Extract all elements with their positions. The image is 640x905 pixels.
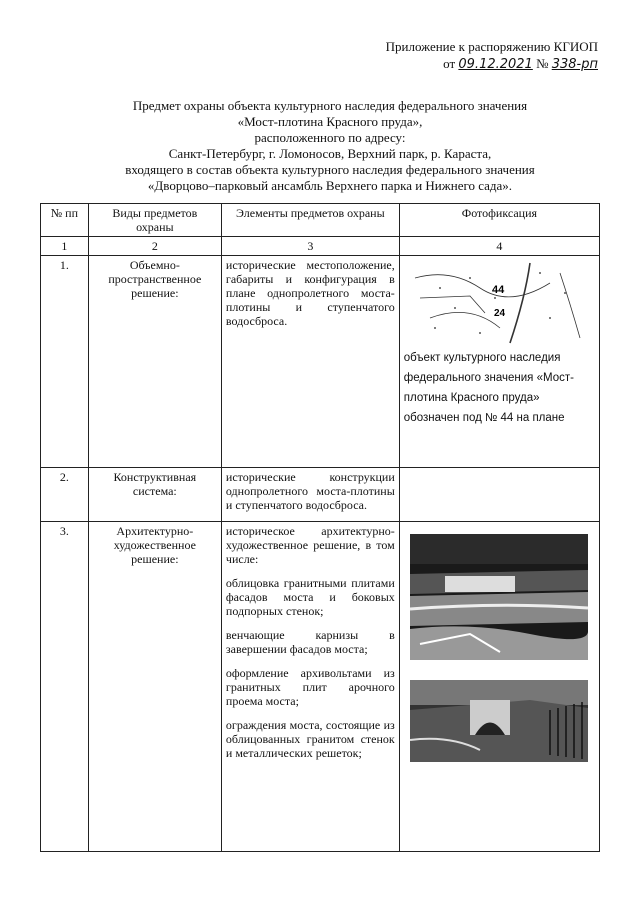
element-item: венчающие карнизы в завершении фасадов моста;: [225, 628, 395, 656]
map-label-44: 44: [492, 284, 505, 296]
document-header: [386, 38, 598, 73]
number-sign: №: [536, 56, 549, 71]
row-kind: Конструктивная система:: [88, 468, 221, 522]
element-item: историческое архитектурно-художественное решение, в том числе:: [225, 524, 395, 566]
title-line: «Дворцово–парковый ансамбль Верхнего парка и Нижнего сада».: [147, 178, 513, 193]
element-item: оформление архивольтами из гранитных плит арочного проема моста;: [225, 666, 395, 708]
col-header-elements: Элементы предметов охраны: [221, 204, 399, 237]
row-elements: исторические конструкции однопролетного моста-плотины и ступенчатого водосброса.: [221, 468, 399, 522]
header-line2: [386, 55, 598, 73]
col-header-photo: Фотофиксация: [399, 204, 599, 237]
document-title: [60, 98, 600, 194]
title-line: Санкт-Петербург, г. Ломоносов, Верхний парк, р. Караста,: [168, 146, 492, 161]
title-line: Предмет охраны объекта культурного наследия федерального значения: [132, 98, 528, 113]
row-kind: Объемно-пространственное решение:: [88, 256, 221, 468]
bridge-photo-1: [410, 534, 588, 660]
element-item: облицовка гранитными плитами фасадов моста и боковых подпорных стенок;: [225, 576, 395, 618]
col-number: 3: [221, 237, 399, 256]
title-line: входящего в состав объекта культурного наследия федерального значения: [125, 162, 535, 177]
table-header-row: [41, 204, 600, 237]
row-photo-cell: [399, 256, 599, 468]
title-line: «Мост-плотина Красного пруда»,: [237, 114, 423, 129]
table-row: [41, 522, 600, 852]
protection-table: [40, 203, 600, 852]
table-row: [41, 256, 600, 468]
col-header-num: № пп: [41, 204, 89, 237]
row-kind: Архитектурно-художественное решение:: [88, 522, 221, 852]
row-elements: [221, 522, 399, 852]
row-photo-cell: [399, 468, 599, 522]
map-label-24: 24: [494, 308, 506, 319]
site-plan-map: [410, 258, 588, 348]
row-number: 1.: [41, 256, 89, 468]
photo-caption: объект культурного наследия федерального значения «Мост-плотина Красного пруда» обозначен под № 44 на плане: [403, 352, 574, 424]
header-prefix: от: [443, 56, 456, 71]
row-number: 2.: [41, 468, 89, 522]
row-photo-cell: [399, 522, 599, 852]
col-number: 2: [88, 237, 221, 256]
row-elements: исторические местоположение, габариты и конфигурация в плане однопролетного моста-плотины и ступенчатого водосброса.: [221, 256, 399, 468]
col-number: 1: [41, 237, 89, 256]
title-line: расположенного по адресу:: [254, 130, 406, 145]
col-header-kind: Виды предметов охраны: [88, 204, 221, 237]
row-number: 3.: [41, 522, 89, 852]
bridge-photo-2: [410, 680, 588, 762]
table-number-row: [41, 237, 600, 256]
table-row: [41, 468, 600, 522]
element-item: ограждения моста, состоящие из облицованных гранитом стенок и металлических решеток;: [225, 718, 395, 760]
header-line1: Приложение к распоряжению КГИОП: [385, 39, 598, 54]
handwritten-number: 338-рп: [551, 57, 598, 72]
handwritten-date: 09.12.2021: [458, 57, 533, 72]
col-number: 4: [399, 237, 599, 256]
